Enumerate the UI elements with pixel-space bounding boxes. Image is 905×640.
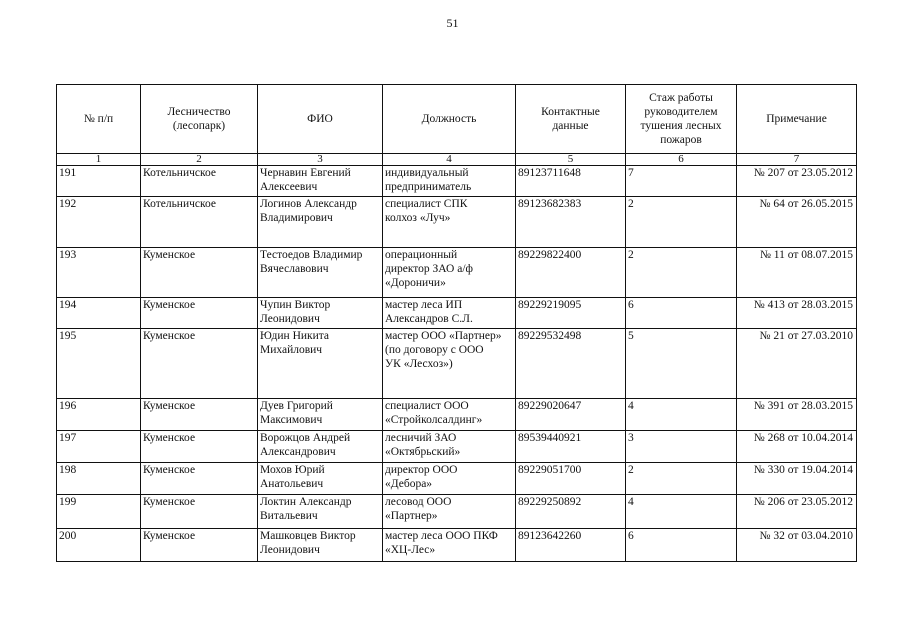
cell-experience: 6 — [626, 529, 737, 562]
cell-contact: 89229250892 — [516, 495, 626, 529]
cell-note: № 206 от 23.05.2012 — [737, 495, 857, 529]
cell-contact: 89123682383 — [516, 197, 626, 248]
table-header-row — [57, 85, 857, 154]
cell-note: № 413 от 28.03.2015 — [737, 298, 857, 329]
header-position: Должность — [383, 85, 516, 154]
cell-forestry: Куменское — [141, 495, 258, 529]
table-row — [57, 431, 857, 463]
cell-number: 199 — [57, 495, 141, 529]
cell-full-name: Чернавин Евгений Алексеевич — [258, 166, 383, 197]
cell-forestry: Котельничское — [141, 166, 258, 197]
cell-position: лесничий ЗАО «Октябрьский» — [383, 431, 516, 463]
header-contact: Контактные данные — [516, 85, 626, 154]
cell-note: № 21 от 27.03.2010 — [737, 329, 857, 399]
column-number: 6 — [626, 154, 737, 166]
cell-position: индивидуальный предприниматель — [383, 166, 516, 197]
cell-forestry: Куменское — [141, 399, 258, 431]
cell-position: мастер леса ООО ПКФ «ХЦ-Лес» — [383, 529, 516, 562]
cell-experience: 2 — [626, 463, 737, 495]
cell-number: 196 — [57, 399, 141, 431]
cell-position: лесовод ООО «Партнер» — [383, 495, 516, 529]
cell-full-name: Дуев Григорий Максимович — [258, 399, 383, 431]
column-number: 7 — [737, 154, 857, 166]
column-number: 3 — [258, 154, 383, 166]
cell-contact: 89229219095 — [516, 298, 626, 329]
cell-contact: 89229020647 — [516, 399, 626, 431]
table-row — [57, 399, 857, 431]
cell-full-name: Мохов Юрий Анатольевич — [258, 463, 383, 495]
cell-full-name: Машковцев Виктор Леонидович — [258, 529, 383, 562]
cell-full-name: Чупин Виктор Леонидович — [258, 298, 383, 329]
cell-forestry: Куменское — [141, 431, 258, 463]
cell-contact: 89229051700 — [516, 463, 626, 495]
cell-position: операционный директор ЗАО а/ф «Дороничи» — [383, 248, 516, 298]
cell-experience: 7 — [626, 166, 737, 197]
cell-forestry: Куменское — [141, 329, 258, 399]
cell-position: директор ООО «Дебора» — [383, 463, 516, 495]
cell-full-name: Ворожцов Андрей Александрович — [258, 431, 383, 463]
cell-contact: 89123711648 — [516, 166, 626, 197]
cell-position: специалист ООО «Стройколсалдинг» — [383, 399, 516, 431]
cell-forestry: Котельничское — [141, 197, 258, 248]
cell-experience: 4 — [626, 399, 737, 431]
cell-experience: 2 — [626, 248, 737, 298]
table-row — [57, 495, 857, 529]
cell-number: 197 — [57, 431, 141, 463]
cell-experience: 2 — [626, 197, 737, 248]
header-full-name: ФИО — [258, 85, 383, 154]
table-row — [57, 197, 857, 248]
table-row — [57, 166, 857, 197]
cell-contact: 89539440921 — [516, 431, 626, 463]
cell-note: № 268 от 10.04.2014 — [737, 431, 857, 463]
cell-note: № 207 от 23.05.2012 — [737, 166, 857, 197]
cell-note: № 11 от 08.07.2015 — [737, 248, 857, 298]
cell-experience: 3 — [626, 431, 737, 463]
table-row — [57, 298, 857, 329]
cell-number: 194 — [57, 298, 141, 329]
table-row — [57, 329, 857, 399]
cell-position: специалист СПК колхоз «Луч» — [383, 197, 516, 248]
cell-number: 192 — [57, 197, 141, 248]
cell-experience: 4 — [626, 495, 737, 529]
table-row — [57, 529, 857, 562]
cell-experience: 5 — [626, 329, 737, 399]
cell-contact: 89123642260 — [516, 529, 626, 562]
cell-experience: 6 — [626, 298, 737, 329]
cell-note: № 64 от 26.05.2015 — [737, 197, 857, 248]
cell-full-name: Тестоедов Владимир Вячеславович — [258, 248, 383, 298]
cell-note: № 391 от 28.03.2015 — [737, 399, 857, 431]
table-row — [57, 248, 857, 298]
cell-number: 200 — [57, 529, 141, 562]
table-row — [57, 463, 857, 495]
cell-note: № 32 от 03.04.2010 — [737, 529, 857, 562]
page-number: 51 — [446, 16, 459, 30]
cell-number: 198 — [57, 463, 141, 495]
cell-forestry: Куменское — [141, 463, 258, 495]
cell-full-name: Логинов Александр Владимирович — [258, 197, 383, 248]
cell-number: 193 — [57, 248, 141, 298]
header-forestry: Лесничество (лесопарк) — [141, 85, 258, 154]
column-number: 5 — [516, 154, 626, 166]
column-number: 2 — [141, 154, 258, 166]
column-number-row — [57, 154, 857, 166]
column-number: 1 — [57, 154, 141, 166]
column-number: 4 — [383, 154, 516, 166]
cell-number: 191 — [57, 166, 141, 197]
header-experience: Стаж работы руководителем тушения лесных пожаров — [626, 85, 737, 154]
cell-contact: 89229822400 — [516, 248, 626, 298]
cell-full-name: Локтин Александр Витальевич — [258, 495, 383, 529]
cell-position: мастер ООО «Партнер» (по договору с ООО УК «Лесхоз») — [383, 329, 516, 399]
cell-note: № 330 от 19.04.2014 — [737, 463, 857, 495]
cell-forestry: Куменское — [141, 298, 258, 329]
cell-number: 195 — [57, 329, 141, 399]
cell-contact: 89229532498 — [516, 329, 626, 399]
cell-full-name: Юдин Никита Михайлович — [258, 329, 383, 399]
header-number: № п/п — [57, 85, 141, 154]
cell-position: мастер леса ИП Александров С.Л. — [383, 298, 516, 329]
cell-forestry: Куменское — [141, 248, 258, 298]
table-body — [57, 166, 857, 562]
fire-managers-table — [56, 84, 857, 562]
cell-forestry: Куменское — [141, 529, 258, 562]
header-note: Примечание — [737, 85, 857, 154]
